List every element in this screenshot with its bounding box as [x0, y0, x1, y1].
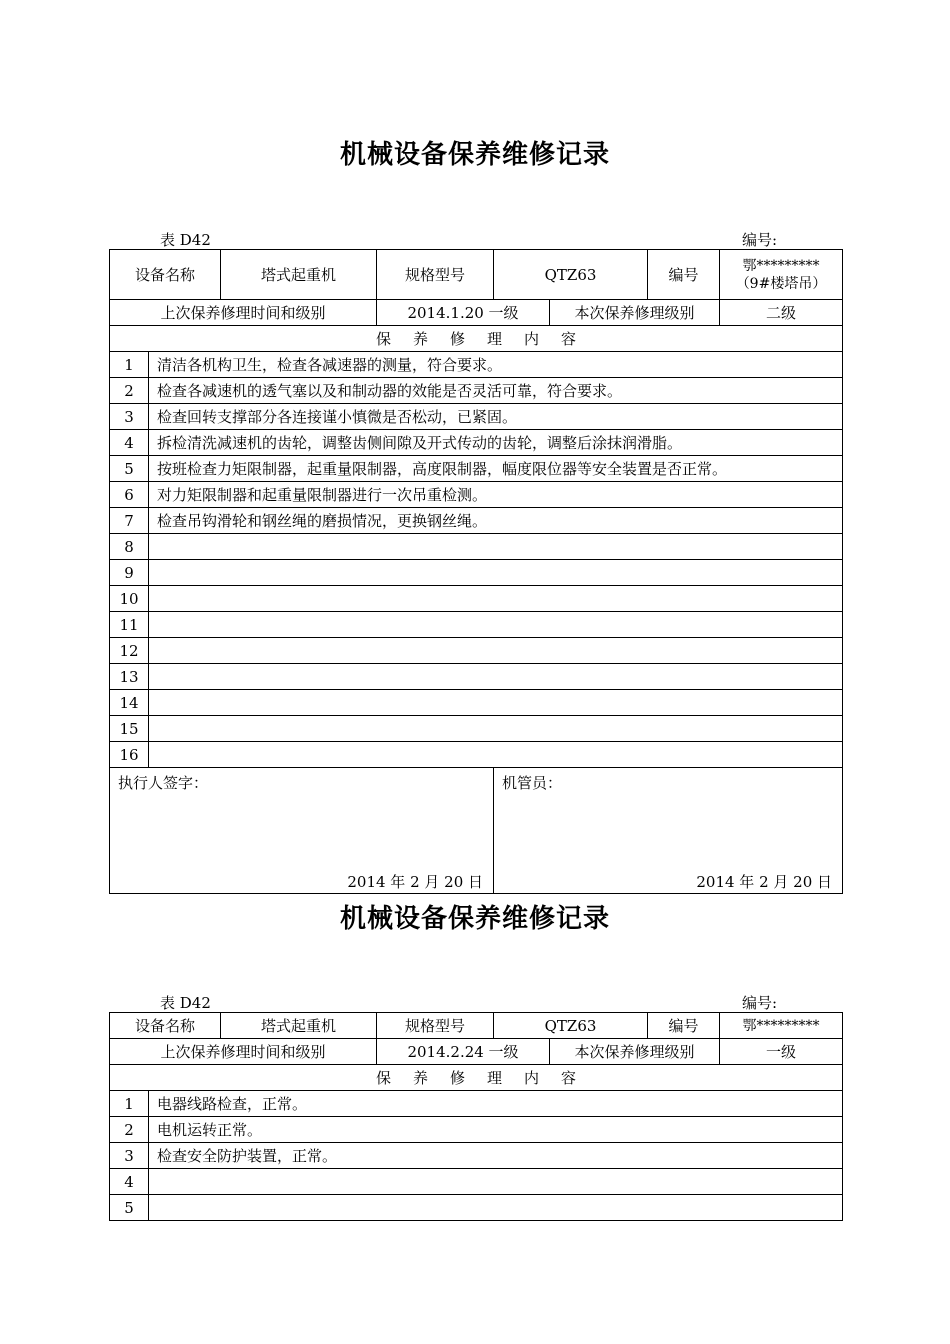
form1-model-label: 规格型号 — [377, 250, 494, 300]
form1-last-label: 上次保养修理时间和级别 — [110, 300, 377, 326]
form1-level-row — [110, 300, 843, 326]
form2-model: QTZ63 — [494, 1013, 648, 1039]
item-text: 检查回转支撑部分各连接谨小慎微是否松动，已紧固。 — [149, 404, 843, 430]
item-text — [149, 716, 843, 742]
form2-this-label: 本次保养修理级别 — [550, 1039, 720, 1065]
item-no: 3 — [110, 404, 149, 430]
form1-equipment-name: 塔式起重机 — [221, 250, 377, 300]
item-no: 13 — [110, 664, 149, 690]
form2-code-label: 编号 — [648, 1013, 720, 1039]
item-text: 检查各减速机的透气塞以及和制动器的效能是否灵活可靠，符合要求。 — [149, 378, 843, 404]
form2-table — [109, 1012, 843, 1221]
item-no: 3 — [110, 1143, 149, 1169]
form1-last-value: 2014.1.20 一级 — [377, 300, 550, 326]
table-row — [110, 664, 843, 690]
table-row — [110, 482, 843, 508]
form1-code-label: 编号 — [648, 250, 720, 300]
executor-signature-cell — [110, 768, 494, 894]
form1-table-no: 表 D42 — [160, 231, 211, 249]
form1-table — [109, 249, 843, 894]
item-no: 6 — [110, 482, 149, 508]
table-row — [110, 638, 843, 664]
table-row — [110, 508, 843, 534]
form2-level-row — [110, 1039, 843, 1065]
item-no: 15 — [110, 716, 149, 742]
item-text — [149, 690, 843, 716]
executor-date: 2014 年 2 月 20 日 — [347, 873, 484, 891]
table-row — [110, 742, 843, 768]
table-row — [110, 586, 843, 612]
table-row — [110, 378, 843, 404]
item-text: 电器线路检查，正常。 — [149, 1091, 843, 1117]
form1-signature-row — [110, 768, 843, 894]
form1-code-cell — [720, 250, 843, 300]
item-no: 8 — [110, 534, 149, 560]
item-no: 1 — [110, 1091, 149, 1117]
form2-equipment-name: 塔式起重机 — [221, 1013, 377, 1039]
table-row — [110, 456, 843, 482]
form1-equipment-name-label: 设备名称 — [110, 250, 221, 300]
item-text: 电机运转正常。 — [149, 1117, 843, 1143]
table-row — [110, 716, 843, 742]
form2-content-header: 保养修理内容 — [110, 1065, 843, 1091]
manager-label: 机管员： — [502, 774, 563, 792]
item-no: 12 — [110, 638, 149, 664]
form2-title: 机械设备保养维修记录 — [339, 904, 610, 934]
table-row — [110, 1169, 843, 1195]
form1-this-label: 本次保养修理级别 — [550, 300, 720, 326]
item-no: 11 — [110, 612, 149, 638]
form2-code: 鄂********* — [720, 1013, 843, 1039]
table-row — [110, 1195, 843, 1221]
table-row — [110, 404, 843, 430]
item-no: 1 — [110, 352, 149, 378]
item-text — [149, 560, 843, 586]
manager-signature-cell — [494, 768, 843, 894]
item-no: 7 — [110, 508, 149, 534]
form1-code-line2: （9#楼塔吊） — [735, 275, 827, 292]
form2-last-label: 上次保养修理时间和级别 — [110, 1039, 377, 1065]
item-no: 2 — [110, 378, 149, 404]
item-text — [149, 612, 843, 638]
item-text — [149, 586, 843, 612]
item-no: 16 — [110, 742, 149, 768]
table-row — [110, 352, 843, 378]
table-row — [110, 560, 843, 586]
item-no: 10 — [110, 586, 149, 612]
item-text: 对力矩限制器和起重量限制器进行一次吊重检测。 — [149, 482, 843, 508]
table-row — [110, 430, 843, 456]
item-no: 9 — [110, 560, 149, 586]
form2-number-label: 编号: — [742, 994, 778, 1012]
form2-table-no: 表 D42 — [160, 994, 211, 1012]
form1-model: QTZ63 — [494, 250, 648, 300]
item-text — [149, 1169, 843, 1195]
item-no: 5 — [110, 1195, 149, 1221]
form2-equipment-name-label: 设备名称 — [110, 1013, 221, 1039]
item-text — [149, 534, 843, 560]
item-text: 按班检查力矩限制器，起重量限制器，高度限制器，幅度限位器等安全装置是否正常。 — [149, 456, 843, 482]
form1-title: 机械设备保养维修记录 — [339, 140, 610, 170]
item-text: 检查吊钩滑轮和钢丝绳的磨损情况，更换钢丝绳。 — [149, 508, 843, 534]
table-row — [110, 612, 843, 638]
item-text — [149, 638, 843, 664]
form2-this-value: 一级 — [720, 1039, 843, 1065]
table-row — [110, 1143, 843, 1169]
form2-model-label: 规格型号 — [377, 1013, 494, 1039]
executor-label: 执行人签字： — [118, 774, 209, 792]
form1-content-header: 保养修理内容 — [110, 326, 843, 352]
item-no: 4 — [110, 1169, 149, 1195]
form1-this-value: 二级 — [720, 300, 843, 326]
form2-last-value: 2014.2.24 一级 — [377, 1039, 550, 1065]
item-text — [149, 664, 843, 690]
form2-equipment-row — [110, 1013, 843, 1039]
item-no: 5 — [110, 456, 149, 482]
table-row — [110, 1117, 843, 1143]
form1-content-header-row — [110, 326, 843, 352]
item-text: 检查安全防护装置，正常。 — [149, 1143, 843, 1169]
manager-date: 2014 年 2 月 20 日 — [696, 873, 833, 891]
table-row — [110, 1091, 843, 1117]
form1-code-line1: 鄂********* — [742, 257, 820, 274]
form2-content-header-row — [110, 1065, 843, 1091]
item-text: 拆检清洗减速机的齿轮，调整齿侧间隙及开式传动的齿轮，调整后涂抹润滑脂。 — [149, 430, 843, 456]
item-text — [149, 742, 843, 768]
form1-equipment-row — [110, 250, 843, 300]
form1-number-label: 编号: — [742, 231, 778, 249]
item-text — [149, 1195, 843, 1221]
item-no: 14 — [110, 690, 149, 716]
table-row — [110, 534, 843, 560]
table-row — [110, 690, 843, 716]
item-no: 4 — [110, 430, 149, 456]
item-text: 清洁各机构卫生，检查各减速器的测量，符合要求。 — [149, 352, 843, 378]
item-no: 2 — [110, 1117, 149, 1143]
